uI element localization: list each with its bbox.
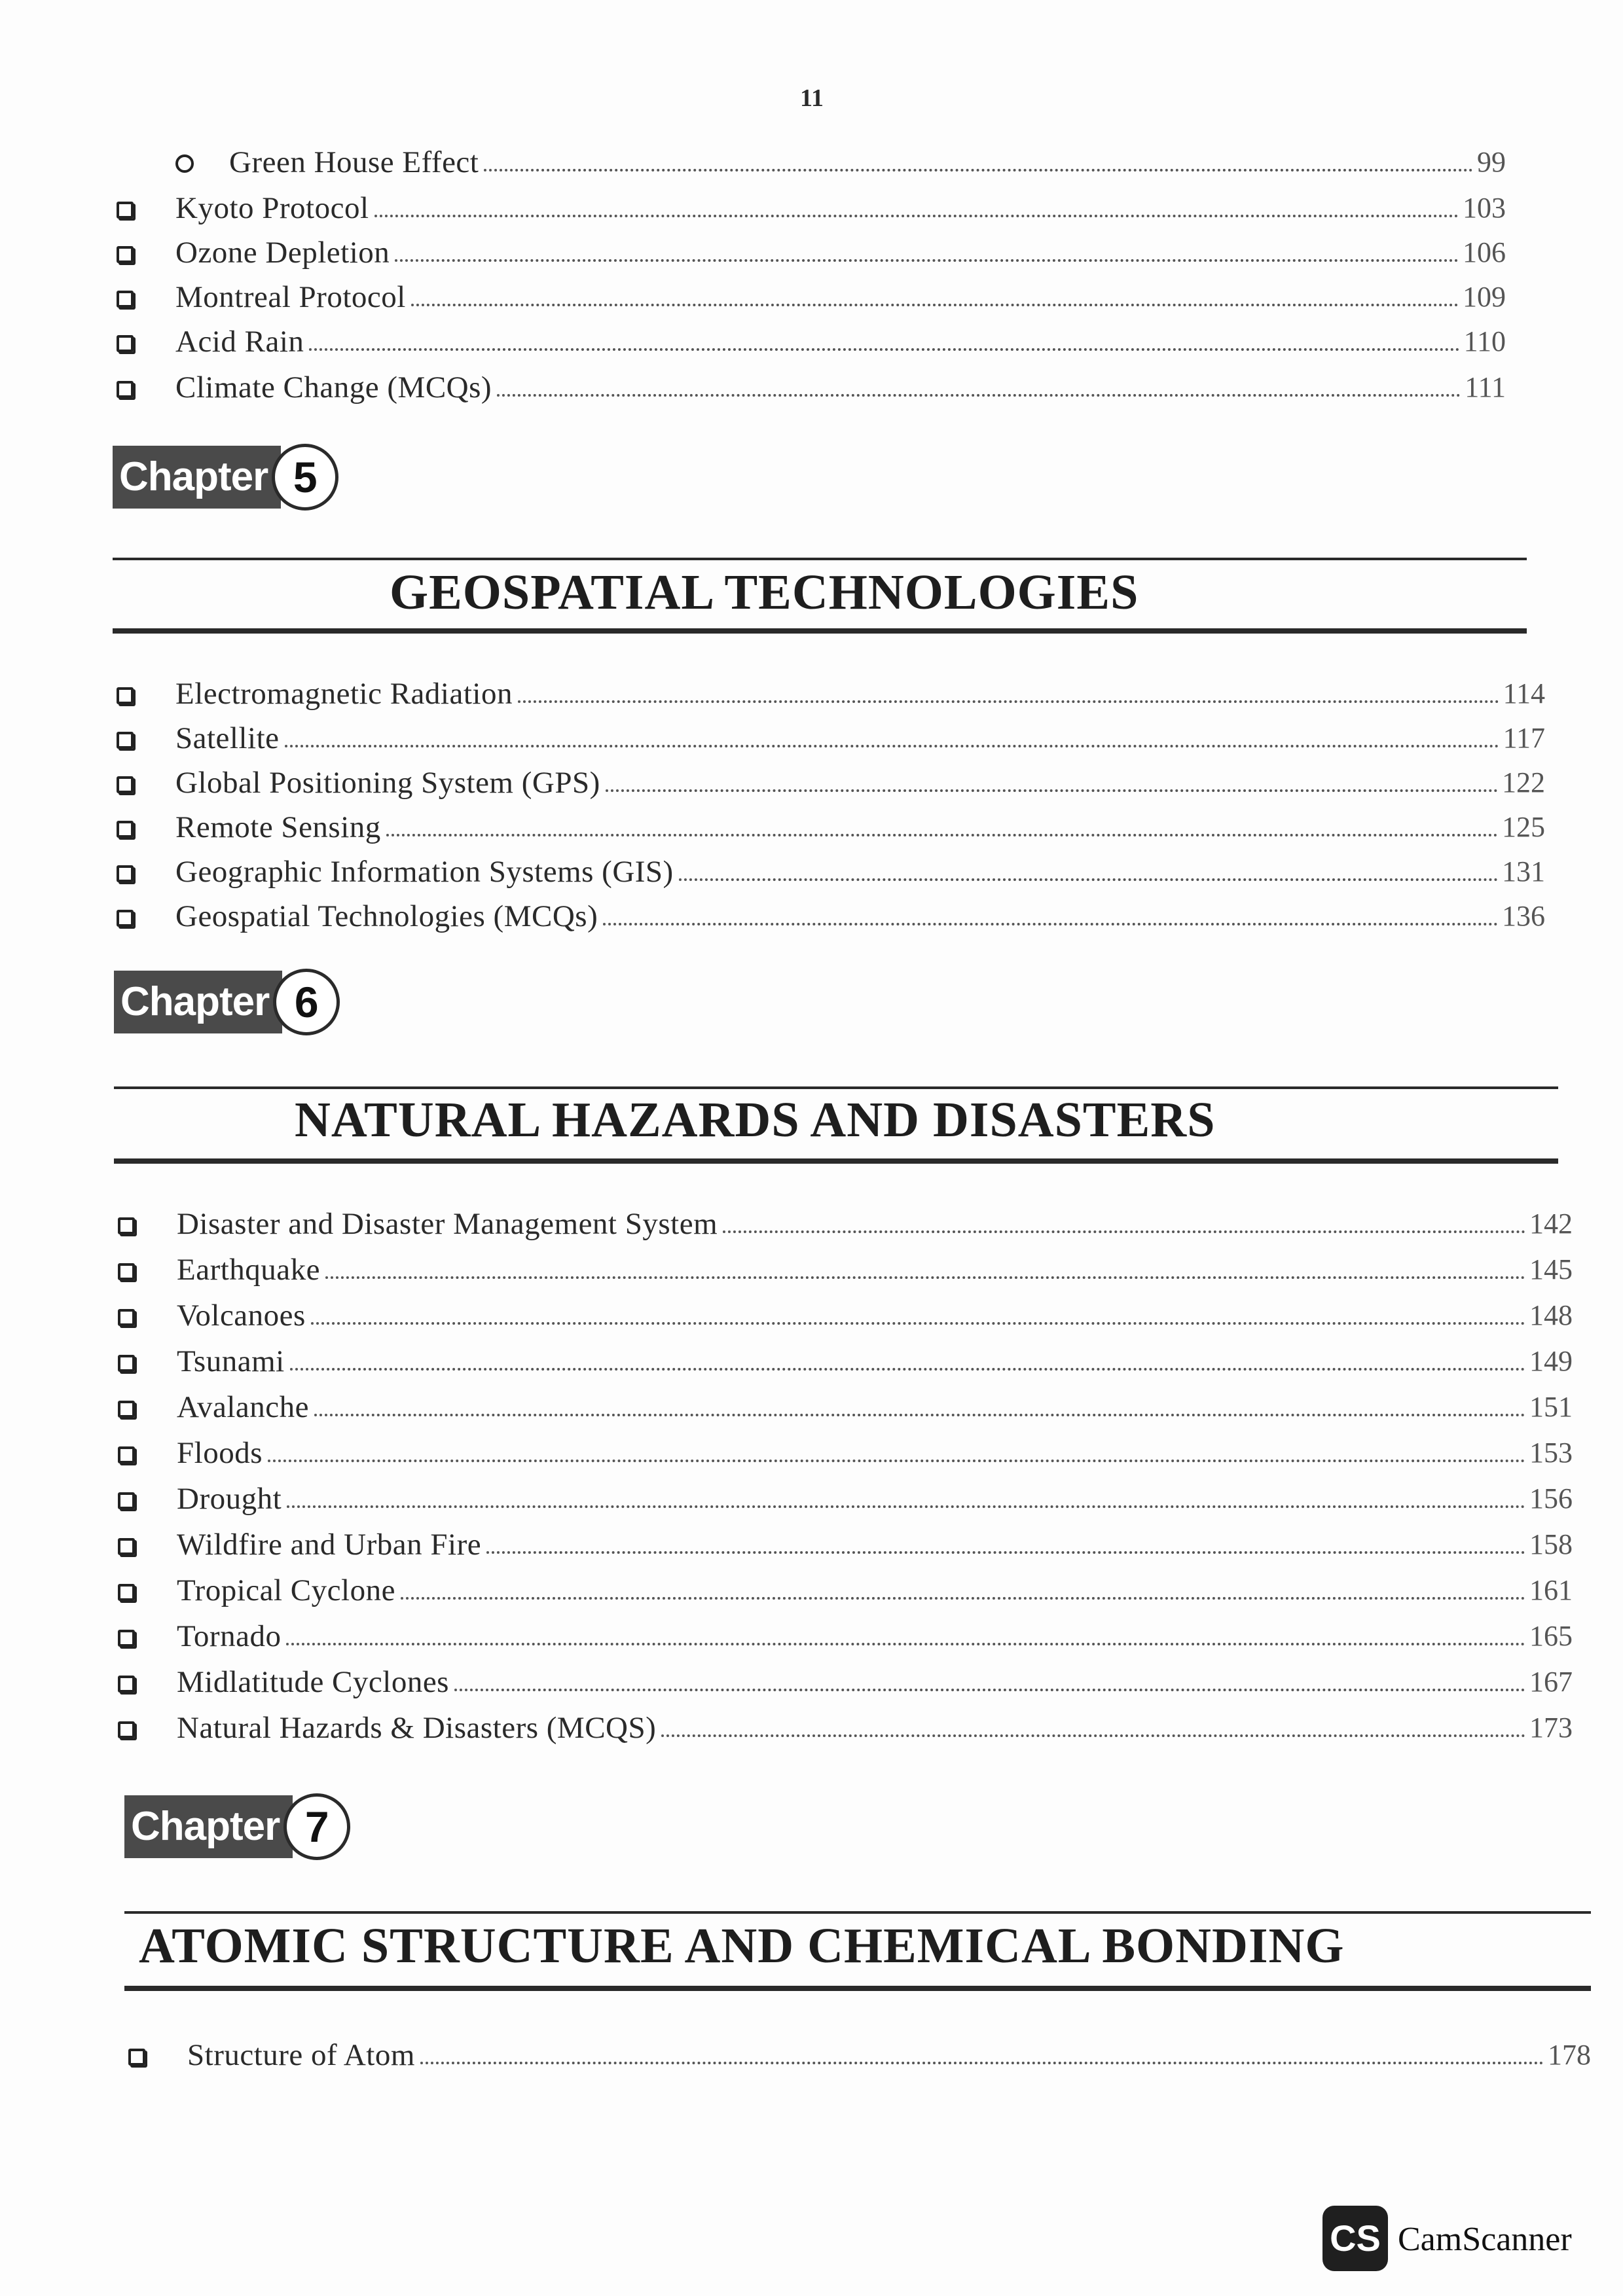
checkbox-bullet-icon: [118, 1492, 135, 1509]
toc-entry-label: Satellite: [175, 721, 280, 755]
checkbox-bullet-icon: [118, 1584, 135, 1601]
leader-dots: [606, 789, 1498, 792]
checkbox-bullet-icon: [118, 1630, 135, 1647]
leader-dots: [661, 1734, 1525, 1737]
toc-entry-label: Ozone Depletion: [175, 236, 390, 270]
toc-entry-label: Remote Sensing: [175, 810, 381, 844]
checkbox-bullet-icon: [118, 1538, 135, 1555]
title-rule-bottom: [124, 1986, 1591, 1991]
toc-entry-label: Drought: [177, 1482, 282, 1516]
toc-entry: [117, 322, 1506, 361]
toc-entry-page: 148: [1529, 1299, 1573, 1331]
toc-entry: [118, 1433, 1573, 1473]
toc-entry: [117, 233, 1506, 272]
checkbox-bullet-icon: [117, 246, 134, 263]
toc-entry-label: Geographic Information Systems (GIS): [175, 855, 674, 889]
toc-entry-page: 173: [1529, 1712, 1573, 1744]
chapter-title: ATOMIC STRUCTURE AND CHEMICAL BONDING: [139, 1918, 1345, 1973]
toc-entry-page: 145: [1529, 1253, 1573, 1285]
chapter-badge: [114, 969, 340, 1035]
toc-entry-page: 136: [1502, 900, 1545, 932]
toc-entry-page: 151: [1529, 1391, 1573, 1423]
page-number: 11: [800, 84, 824, 112]
chapter-word: Chapter: [114, 971, 282, 1033]
checkbox-bullet-icon: [117, 821, 134, 838]
leader-dots: [290, 1368, 1525, 1371]
toc-entry-page: 167: [1529, 1666, 1573, 1698]
toc-entry-page: 131: [1502, 855, 1545, 888]
leader-dots: [401, 1597, 1525, 1600]
leader-dots: [723, 1230, 1525, 1233]
title-rule-top: [114, 1086, 1558, 1089]
checkbox-bullet-icon: [128, 2049, 145, 2066]
leader-dots: [420, 2062, 1544, 2064]
toc-entry-page: 109: [1463, 281, 1506, 313]
camscanner-logo-icon: CS: [1322, 2206, 1388, 2271]
toc-entry-page: 149: [1529, 1345, 1573, 1377]
toc-entry-page: 106: [1463, 236, 1506, 268]
toc-entry: [117, 188, 1506, 228]
toc-entry: [117, 278, 1506, 317]
toc-entry: [118, 1525, 1573, 1564]
leader-dots: [309, 348, 1459, 351]
chapter-title: NATURAL HAZARDS AND DISASTERS: [295, 1092, 1216, 1147]
checkbox-bullet-icon: [118, 1721, 135, 1738]
leader-dots: [454, 1689, 1525, 1691]
toc-entry-label: Tropical Cyclone: [177, 1573, 395, 1607]
toc-entry: [117, 719, 1545, 758]
toc-entry-label: Tornado: [177, 1619, 282, 1653]
checkbox-bullet-icon: [117, 202, 134, 219]
checkbox-bullet-icon: [118, 1401, 135, 1418]
leader-dots: [311, 1322, 1525, 1325]
leader-dots: [484, 169, 1473, 171]
toc-entry-label: Electromagnetic Radiation: [175, 677, 513, 711]
title-rule-top: [124, 1911, 1591, 1914]
leader-dots: [486, 1551, 1525, 1554]
checkbox-bullet-icon: [117, 687, 134, 704]
toc-entry: [118, 1296, 1573, 1335]
toc-entry: [118, 1708, 1573, 1748]
toc-entry: [118, 1571, 1573, 1610]
chapter-word: Chapter: [124, 1795, 293, 1858]
toc-entry: [118, 1662, 1573, 1702]
toc-entry: [117, 808, 1545, 847]
toc-entry-page: 165: [1529, 1620, 1573, 1652]
toc-entry-label: Green House Effect: [229, 145, 479, 179]
toc-entry: [117, 897, 1545, 936]
toc-entry: [118, 1388, 1573, 1427]
chapter-word: Chapter: [113, 446, 281, 509]
checkbox-bullet-icon: [118, 1676, 135, 1693]
checkbox-bullet-icon: [118, 1446, 135, 1463]
leader-dots: [395, 259, 1459, 262]
leader-dots: [325, 1276, 1525, 1279]
toc-entry-label: Global Positioning System (GPS): [175, 766, 600, 800]
title-rule-top: [113, 558, 1527, 560]
leader-dots: [286, 1643, 1525, 1645]
leader-dots: [411, 304, 1459, 306]
chapter-number: 7: [283, 1793, 350, 1860]
toc-entry-page: 161: [1529, 1574, 1573, 1606]
toc-entry: [118, 1479, 1573, 1518]
chapter-badge: [124, 1793, 350, 1860]
checkbox-bullet-icon: [117, 381, 134, 398]
leader-dots: [285, 745, 1499, 747]
checkbox-bullet-icon: [118, 1309, 135, 1326]
toc-entry-label: Tsunami: [177, 1344, 285, 1378]
toc-entry-label: Earthquake: [177, 1253, 321, 1287]
toc-entry: [118, 1250, 1573, 1289]
toc-entry-page: 142: [1529, 1208, 1573, 1240]
checkbox-bullet-icon: [117, 291, 134, 308]
toc-entry-page: 122: [1502, 766, 1545, 798]
leader-dots: [374, 215, 1459, 217]
toc-entry-label: Volcanoes: [177, 1299, 306, 1333]
toc-entry: [128, 2036, 1591, 2075]
checkbox-bullet-icon: [117, 732, 134, 749]
title-rule-bottom: [113, 628, 1527, 634]
leader-dots: [518, 700, 1499, 703]
leader-dots: [268, 1460, 1525, 1462]
toc-entry: [118, 1342, 1573, 1381]
toc-entry-page: 110: [1463, 325, 1506, 357]
toc-entry: [117, 852, 1545, 891]
checkbox-bullet-icon: [118, 1263, 135, 1280]
camscanner-watermark-text: CamScanner: [1398, 2221, 1572, 2258]
toc-entry-page: 125: [1502, 811, 1545, 843]
toc-entry-page: 111: [1465, 371, 1506, 403]
checkbox-bullet-icon: [118, 1355, 135, 1372]
leader-dots: [679, 878, 1498, 881]
toc-entry-page: 156: [1529, 1482, 1573, 1515]
toc-entry-page: 99: [1477, 146, 1506, 178]
toc-entry: [117, 674, 1545, 713]
checkbox-bullet-icon: [117, 776, 134, 793]
checkbox-bullet-icon: [117, 335, 134, 352]
chapter-title: GEOSPATIAL TECHNOLOGIES: [390, 565, 1139, 620]
toc-entry-label: Montreal Protocol: [175, 280, 406, 314]
checkbox-bullet-icon: [117, 910, 134, 927]
toc-entry-label: Structure of Atom: [187, 2038, 415, 2072]
toc-entry-label: Disaster and Disaster Management System: [177, 1207, 718, 1241]
leader-dots: [497, 394, 1461, 397]
toc-entry: [118, 1204, 1573, 1244]
toc-entry-label: Midlatitude Cyclones: [177, 1665, 449, 1699]
toc-entry-page: 117: [1503, 722, 1545, 754]
toc-entry-page: 103: [1463, 192, 1506, 224]
toc-entry-label: Acid Rain: [175, 325, 304, 359]
toc-entry-page: 158: [1529, 1528, 1573, 1560]
toc-entry-label: Climate Change (MCQs): [175, 370, 492, 404]
leader-dots: [314, 1414, 1525, 1416]
checkbox-bullet-icon: [118, 1217, 135, 1234]
checkbox-bullet-icon: [117, 865, 134, 882]
toc-entry-page: 114: [1503, 677, 1545, 709]
toc-entry-label: Avalanche: [177, 1390, 309, 1424]
chapter-number: 5: [272, 444, 338, 511]
leader-dots: [603, 923, 1498, 925]
toc-entry: [117, 368, 1506, 407]
leader-dots: [386, 834, 1498, 836]
toc-entry-label: Kyoto Protocol: [175, 191, 369, 225]
toc-entry-label: Geospatial Technologies (MCQs): [175, 899, 598, 933]
toc-entry: [118, 1617, 1573, 1656]
toc-entry: [175, 143, 1506, 182]
title-rule-bottom: [114, 1158, 1558, 1164]
toc-entry-page: 178: [1548, 2039, 1591, 2071]
toc-entry-label: Natural Hazards & Disasters (MCQS): [177, 1711, 657, 1745]
toc-entry-label: Wildfire and Urban Fire: [177, 1528, 482, 1562]
toc-entry-label: Floods: [177, 1436, 263, 1470]
chapter-number: 6: [273, 969, 340, 1035]
chapter-badge: [113, 444, 338, 511]
leader-dots: [287, 1505, 1525, 1508]
toc-entry: [117, 763, 1545, 802]
circle-bullet-icon: [175, 154, 194, 173]
toc-entry-page: 153: [1529, 1437, 1573, 1469]
